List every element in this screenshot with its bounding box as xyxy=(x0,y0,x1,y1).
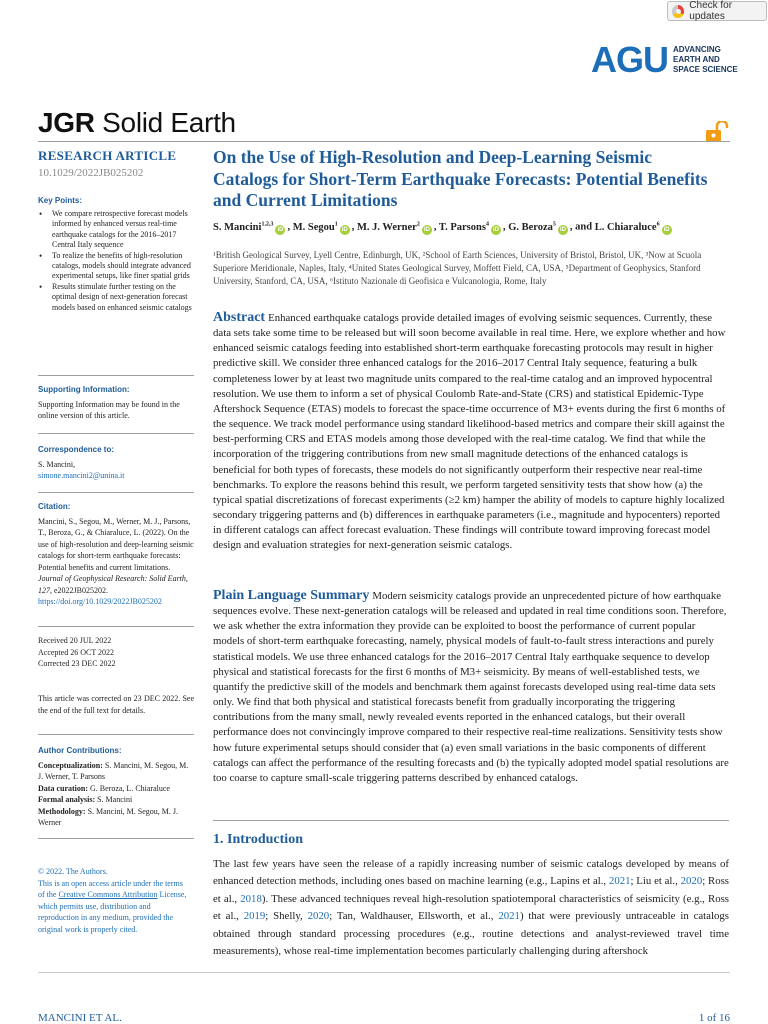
key-points xyxy=(38,196,194,313)
orcid-icon[interactable]: iD xyxy=(423,226,430,233)
correspondence-email-link[interactable]: simone.mancini2@unina.it xyxy=(38,471,125,480)
crossmark-icon xyxy=(672,5,684,18)
footer-rule xyxy=(38,972,730,973)
correspondence-name: S. Mancini, xyxy=(38,459,76,469)
section-heading-introduction: 1. Introduction xyxy=(213,832,303,847)
author-name xyxy=(357,222,420,233)
supporting-info-text: Supporting Information may be found in the online version of this article. xyxy=(38,399,180,420)
key-points-list xyxy=(38,209,194,313)
author-name xyxy=(439,222,489,233)
citation-year-link[interactable]: 2020 xyxy=(307,910,330,923)
citation-journal: Journal of Geophysical Research: Solid Earth, 127, xyxy=(38,574,188,595)
introduction-paragraph xyxy=(213,856,729,960)
orcid-icon[interactable]: iD xyxy=(277,226,284,233)
author-contributions xyxy=(38,745,194,829)
introduction-text: ; Ross et al., xyxy=(213,875,730,905)
license-link[interactable]: Creative Commons Attribution xyxy=(58,890,158,899)
contribution-item xyxy=(38,783,194,795)
citation-heading: Citation: xyxy=(38,502,71,511)
journal-name-bold: JGR xyxy=(38,107,95,138)
author-name-text: L. Chiaraluce xyxy=(594,221,657,233)
orcid-icon[interactable]: iD xyxy=(559,226,566,233)
citation-body: Mancini, S., Segou, M., Werner, M. J., Parsons, T., Beroza, G., & Chiaraluce, L. (2022). On the use of high-resolution and deep-learning seismic catalogs for short-term earthquake forecasts: Potential benefits and current limitations. xyxy=(38,516,194,572)
citation-year-link[interactable]: 2018 xyxy=(240,892,262,905)
author-name xyxy=(508,222,556,233)
article-doi: 10.1029/2022JB025202 xyxy=(38,167,144,179)
article-title: On the Use of High-Resolution and Deep-Learning Seismic Catalogs for Short-Term Earthquake Forecasts: Potential Benefits and Current Limitations xyxy=(213,147,708,210)
agu-logo xyxy=(591,39,738,80)
accepted-date: Accepted 26 OCT 2022 xyxy=(38,647,115,657)
supporting-info xyxy=(38,384,194,422)
author-affiliation-sup: 1 xyxy=(334,221,338,227)
received-date: Received 20 JUL 2022 xyxy=(38,636,112,645)
orcid-icon[interactable]: iD xyxy=(663,226,670,233)
pls-heading: Plain Language Summary xyxy=(213,588,370,603)
agu-tagline-line: ADVANCING xyxy=(673,45,721,54)
sidebar-rule xyxy=(38,626,194,627)
abstract xyxy=(213,310,729,554)
citation xyxy=(38,501,194,608)
author-name xyxy=(293,222,338,233)
key-points-heading: Key Points: xyxy=(38,196,83,205)
correction-note: This article was corrected on 23 DEC 2022. See the end of the full text for details. xyxy=(38,694,194,715)
author-name-text: S. Mancini xyxy=(213,221,262,233)
sidebar-rule xyxy=(38,838,194,839)
agu-tagline-line: SPACE SCIENCE xyxy=(673,65,738,74)
citation-year-link[interactable]: 2019 xyxy=(243,910,266,923)
contribution-names: S. Mancini xyxy=(95,795,133,804)
contribution-item xyxy=(38,760,194,783)
sidebar-rule xyxy=(38,433,194,434)
journal-name xyxy=(38,107,236,139)
sidebar-rule xyxy=(38,375,194,376)
orcid-icon[interactable]: iD xyxy=(492,226,499,233)
author-name xyxy=(213,222,273,233)
abstract-heading: Abstract xyxy=(213,310,266,325)
contribution-role: Methodology: xyxy=(38,806,86,816)
introduction-text: ; Tan, Waldhauser, Ellsworth, et al., xyxy=(329,910,499,923)
author-affiliation-sup: 2 xyxy=(416,221,420,227)
page-number: 1 of 16 xyxy=(698,1012,730,1024)
copyright: © 2022. The Authors. xyxy=(38,867,108,876)
author-affiliation-sup: 1,2,3 xyxy=(261,221,274,227)
introduction-text: ). These advanced techniques reveal high-resolution spatiotemporal characteristics of seismicity (e.g., Ross et al., xyxy=(213,892,729,923)
author-affiliation-sup: 6 xyxy=(656,221,660,227)
citation-text xyxy=(38,516,194,608)
license-post: License, which permits use, distribution and reproduction in any medium, provided the original work is properly cited. xyxy=(38,890,187,934)
contribution-item xyxy=(38,794,194,806)
author-name xyxy=(595,222,660,233)
introduction-text: ; Shelly, xyxy=(265,910,308,923)
agu-tagline-line: EARTH AND xyxy=(673,55,720,64)
section-rule xyxy=(213,820,729,821)
author-name-text: M. Segou xyxy=(292,221,335,233)
key-point-item: • To realize the benefits of high-resolution catalogs, models should integrate advanced experimental setups, like finer spatial grids xyxy=(38,251,194,282)
footer-authors: MANCINI ET AL. xyxy=(38,1012,122,1024)
author-name-text: T. Parsons xyxy=(438,221,486,233)
plain-language-summary xyxy=(213,588,729,786)
correspondence xyxy=(38,444,194,482)
supporting-info-heading: Supporting Information: xyxy=(38,385,130,394)
pls-text: Modern seismicity catalogs provide an unprecedented picture of how earthquake sequences evolve. These next-generation catalogs will be released and updated in real time conditions soon. Therefore, we ask whether the extra information they provide can be exploited to boost the performance of current popular models of short-term earthquake forecasting, namely, physical models of fault-to-fault stress interactions and purely statistical models. We use three enhanced catalogs for the 2016–2017 Central Italy earthquake sequence to develop physical and statistical forecasts for the first 6 months of M3+ seismicity. By means of well-established tests, we quantify the predictive skill of the models and benchmark them against forecasts developed using real-time data sets only. We find that both physical and statistical forecasts benefit from gradually incorporating the triggering contributions from the many small, newly revealed events reported in the enhanced catalogs, but their overall performance does not convincingly improve compared to their respective real-time realizations. Sensitivity tests show how future experimental setups should consider that (a) even small variations in the basic components of different catalogs can affect the performance of the resulting forecasts and (b) the typically adopted model spatial resolutions are too coarse to capture small-scale triggering patterns described by enhanced catalogs. xyxy=(213,590,729,784)
header-rule xyxy=(38,141,730,142)
agu-tagline xyxy=(673,45,738,75)
agu-logo-mark: AGU xyxy=(591,39,668,80)
citation-year-link[interactable]: 2021 xyxy=(498,910,520,923)
citation-doi-link[interactable]: https://doi.org/10.1029/2022JB025202 xyxy=(38,597,162,606)
correspondence-heading: Correspondence to: xyxy=(38,445,115,454)
license-block xyxy=(38,866,188,935)
contribution-role: Formal analysis: xyxy=(38,795,96,804)
contribution-role: Data curation: xyxy=(38,783,88,793)
sidebar-rule xyxy=(38,492,194,493)
corrected-date: Corrected 23 DEC 2022 xyxy=(38,659,116,668)
journal-name-rest: Solid Earth xyxy=(94,107,236,138)
contribution-item xyxy=(38,806,194,829)
author-affiliation-sup: 5 xyxy=(552,221,556,227)
introduction-text: The last few years have seen the release of a rapidly increasing number of seismic catalogs developed by means of enhanced detection methods, including ones based on machine learning (e.g., Lapins et al., xyxy=(213,858,729,888)
citation-ref: e2022JB025202. xyxy=(52,585,108,595)
citation-year-link[interactable]: 2021 xyxy=(608,875,631,888)
author-contributions-heading: Author Contributions: xyxy=(38,746,122,755)
author-name-text: M. J. Werner xyxy=(356,221,417,233)
contribution-names: S. Mancini, M. Segou, M. J. Werner xyxy=(38,806,179,827)
key-point-item: • We compare retrospective forecast models informed by enhanced versus real-time earthquake catalogs for the 2016–2017 Central Italy sequence xyxy=(38,209,194,251)
author-name-text: G. Beroza xyxy=(508,221,553,233)
sidebar-rule xyxy=(38,734,194,735)
history-dates xyxy=(38,635,194,670)
license-text xyxy=(38,878,188,936)
author-affiliation-sup: 4 xyxy=(485,221,489,227)
key-point-item: • Results stimulate further testing on the optimal design of next-generation forecast models based on enhanced seismic catalogs xyxy=(38,282,194,313)
affiliations: ¹British Geological Survey, Lyell Centre, Edinburgh, UK, ²School of Earth Sciences, University of Bristol, Bristol, UK, ³Now at Scuola Superiore Meridionale, Naples, Italy, ⁴United States Geological Survey, Moffett Field, CA, USA, ⁵Department of Geophysics, Stanford University, Stanford, CA, USA, ⁶Istituto Nazionale di Geofisica e Vulcanologia, Rome, Italy xyxy=(213,250,702,286)
license-pre: This is an open access article under the terms of the xyxy=(38,878,183,899)
contribution-names: S. Mancini, M. Segou, M. J. Werner, T. Parsons xyxy=(38,760,189,781)
introduction-text: ) that were previously untraceable in catalogs obtained through standard processing procedures (e.g., routine detections and analyst-reviewed travel time measurements), whose real-time implementation becomes particularly challenging during aftershock xyxy=(213,910,729,958)
contribution-names: G. Beroza, L. Chiaraluce xyxy=(88,783,170,793)
open-access-lock-icon xyxy=(705,121,729,143)
orcid-icon[interactable]: iD xyxy=(341,226,348,233)
article-type: RESEARCH ARTICLE xyxy=(38,148,177,163)
check-for-updates-button[interactable] xyxy=(667,1,767,21)
author-list: S. Mancini$^{1,2,3}$iD , M. Segou$^1$iD , M. J. Werner$^2$iD , T. Parsons$^4$iD , G. Beroza$^5$iD , and L. Chiaraluce$^6$iD xyxy=(213,221,670,233)
abstract-text: Enhanced earthquake catalogs provide detailed images of evolving seismic sequences. Currently, these data sets take some time to be released but will soon become available in real time. Here, we explore whether and how enhanced seismic catalogs feeding into established short-term earthquake forecasting protocols may result in higher predictive skill. We consider three enhanced catalogs for the 2016–2017 Central Italy sequence, featuring a bulk completeness lower by at least two magnitude units compared to the real-time catalog and an improved hypocentral resolution. We use them to inform a set of physical Coulomb Rate-and-State (CRS) and statistical Epidemic-Type Aftershock Sequence (ETAS) models to forecast the space-time occurrence of M3+ events during the first 6 months of the sequence. We track model performance using standard likelihood-based metrics and compare their skill against the best-performing CRS and ETAS models among those developed with the real-time catalog. We find that while the incorporation of the triggering contributions from new small magnitude detections of the enhanced catalogs is beneficial for both types of forecasts, these models do not significantly outperform their respective near real-time benchmarks. To explore the reasons behind this result, we perform targeted sensitivity tests that show how (a) the typical spatial discretizations of forecast experiments (≥2 km) hamper the ability of models to capture highly localized secondary triggering patterns and (b) differences in earthquake parameters (i.e., magnitude and hypocenters) reported in different catalogs can affect forecast evaluation. These findings will contribute toward improving forecast model design and evaluation strategies for next-generation seismic catalogs. xyxy=(213,312,726,552)
citation-year-link[interactable]: 2020 xyxy=(680,875,703,888)
check-for-updates-label: Check for updates xyxy=(689,0,733,22)
introduction-text: ; Liu et al., xyxy=(630,875,681,888)
contribution-role: Conceptualization: xyxy=(38,760,103,770)
